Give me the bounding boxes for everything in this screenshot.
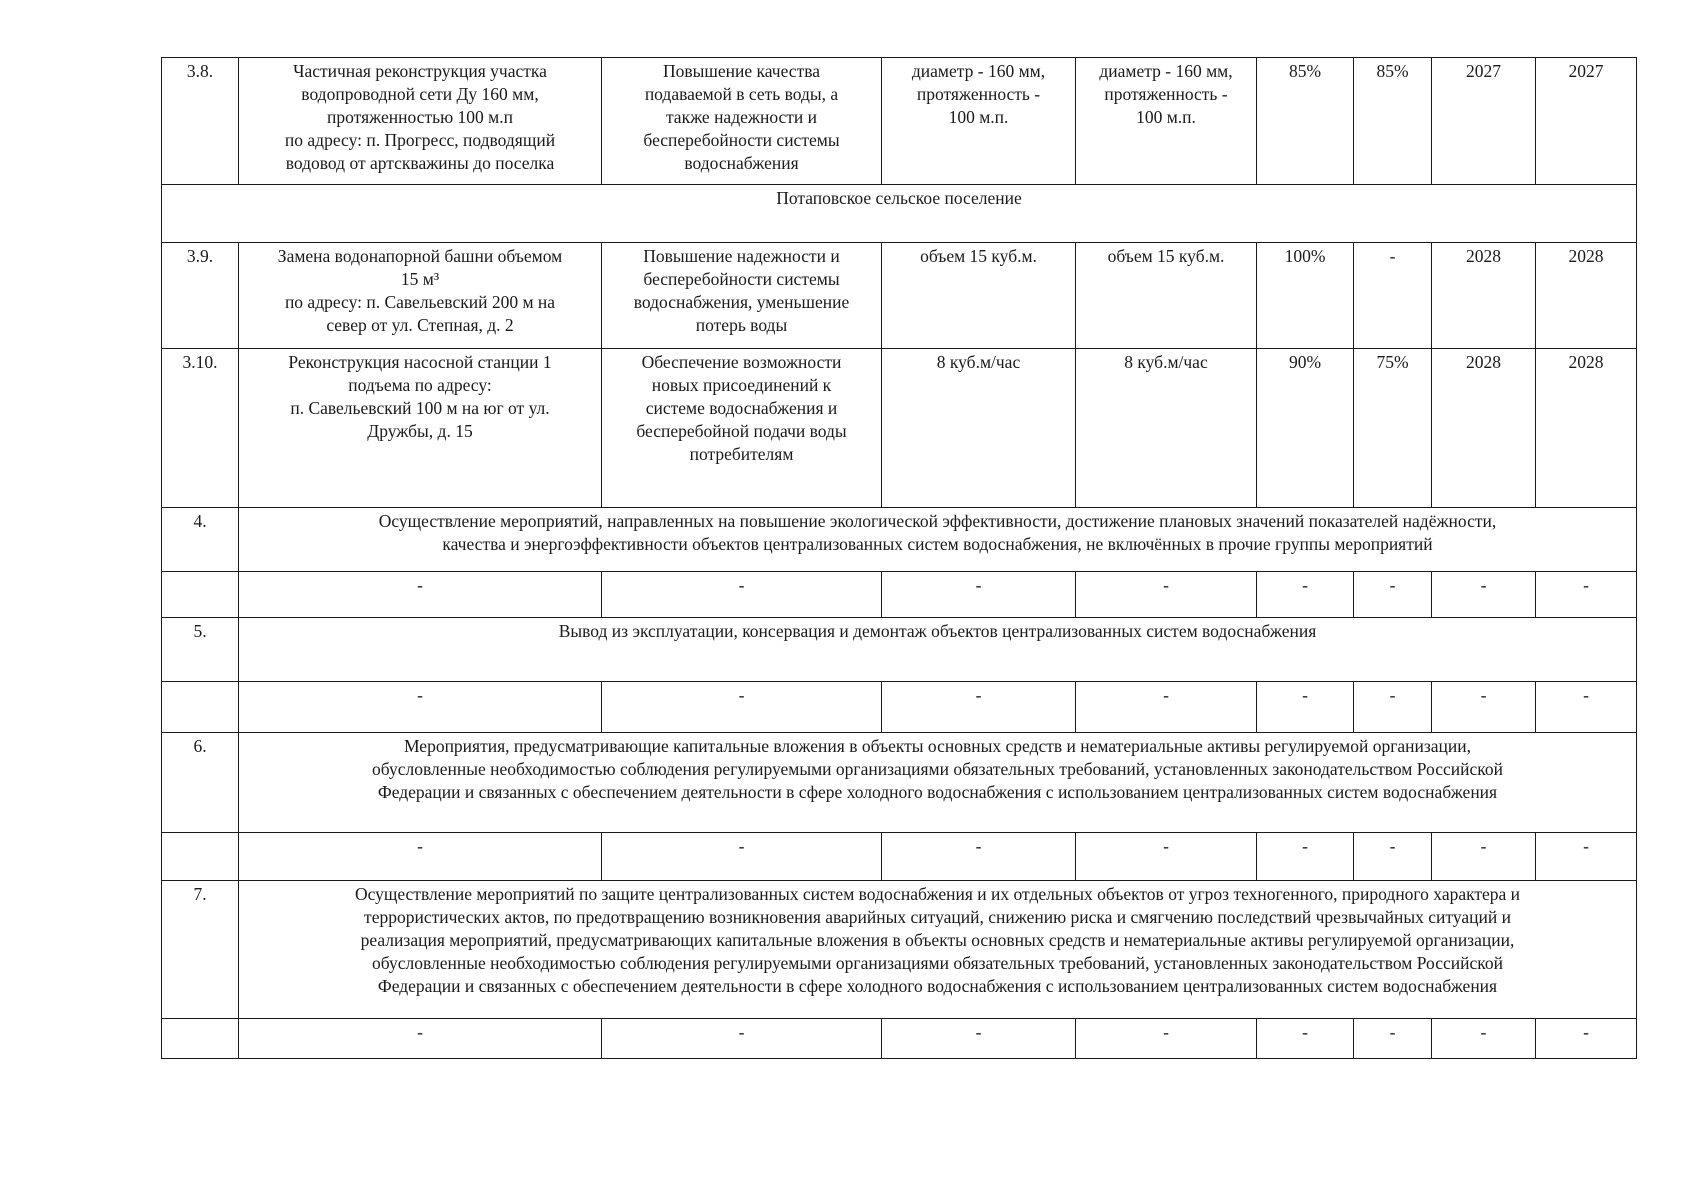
empty-cell: [162, 1019, 239, 1059]
dash-cell: -: [882, 833, 1076, 881]
section-number: 4.: [162, 508, 239, 572]
table-row: [162, 833, 1637, 881]
dash-cell: -: [1257, 572, 1354, 618]
table-row: [162, 185, 1637, 243]
row-number: 3.10.: [162, 349, 239, 508]
dash-cell: -: [1076, 1019, 1257, 1059]
table-row: [162, 682, 1637, 733]
empty-cell: [162, 572, 239, 618]
measure-goal: Повышение надежности и бесперебойности системы водоснабжения, уменьшение потерь воды: [602, 243, 882, 349]
dash-cell: -: [602, 682, 882, 733]
section-heading: Осуществление мероприятий, направленных на повышение экологической эффективности, достижение плановых значений показателей надёжности, качества и энергоэффективности объектов централизованных систем водоснабжения, не включённых в прочие группы мероприятий: [239, 508, 1637, 572]
year-end: 2028: [1536, 349, 1637, 508]
dash-cell: -: [1432, 833, 1536, 881]
measure-name: Реконструкция насосной станции 1 подъема по адресу: п. Савельевский 100 м на юг от ул. Дружбы, д. 15: [239, 349, 602, 508]
wear-after: 85%: [1354, 58, 1432, 185]
dash-cell: -: [239, 1019, 602, 1059]
table-row: [162, 572, 1637, 618]
year-end: 2028: [1536, 243, 1637, 349]
section-heading: Вывод из эксплуатации, консервация и демонтаж объектов централизованных систем водоснабжения: [239, 618, 1637, 682]
dash-cell: -: [1257, 1019, 1354, 1059]
wear-before: 100%: [1257, 243, 1354, 349]
dash-cell: -: [1354, 682, 1432, 733]
table-row: [162, 508, 1637, 572]
dash-cell: -: [1536, 1019, 1637, 1059]
dash-cell: -: [239, 572, 602, 618]
parameter-after: диаметр - 160 мм, протяженность - 100 м.п.: [1076, 58, 1257, 185]
dash-cell: -: [1432, 1019, 1536, 1059]
table-row: [162, 349, 1637, 508]
section-number: 6.: [162, 733, 239, 833]
parameter-before: диаметр - 160 мм, протяженность - 100 м.п.: [882, 58, 1076, 185]
section-number: 5.: [162, 618, 239, 682]
row-number: 3.9.: [162, 243, 239, 349]
dash-cell: -: [1536, 833, 1637, 881]
dash-cell: -: [1257, 682, 1354, 733]
parameter-before: объем 15 куб.м.: [882, 243, 1076, 349]
dash-cell: -: [602, 572, 882, 618]
dash-cell: -: [882, 682, 1076, 733]
year-start: 2028: [1432, 243, 1536, 349]
measure-name: Частичная реконструкция участка водопроводной сети Ду 160 мм, протяженностью 100 м.п по адресу: п. Прогресс, подводящий водовод от артскважины до поселка: [239, 58, 602, 185]
table-row: [162, 618, 1637, 682]
table-row: [162, 881, 1637, 1019]
table-row: [162, 58, 1637, 185]
dash-cell: -: [1354, 1019, 1432, 1059]
dash-cell: -: [882, 572, 1076, 618]
dash-cell: -: [1076, 682, 1257, 733]
measures-table: [161, 57, 1637, 1059]
empty-cell: [162, 833, 239, 881]
wear-after: -: [1354, 243, 1432, 349]
dash-cell: -: [1536, 682, 1637, 733]
measure-name: Замена водонапорной башни объемом 15 м³ по адресу: п. Савельевский 200 м на север от ул. Степная, д. 2: [239, 243, 602, 349]
section-number: 7.: [162, 881, 239, 1019]
dash-cell: -: [1536, 572, 1637, 618]
year-end: 2027: [1536, 58, 1637, 185]
wear-after: 75%: [1354, 349, 1432, 508]
wear-before: 90%: [1257, 349, 1354, 508]
dash-cell: -: [1257, 833, 1354, 881]
dash-cell: -: [602, 1019, 882, 1059]
wear-before: 85%: [1257, 58, 1354, 185]
dash-cell: -: [882, 1019, 1076, 1059]
section-heading: Осуществление мероприятий по защите централизованных систем водоснабжения и их отдельных объектов от угроз техногенного, природного характера и террористических актов, по предотвращению возникновения аварийных ситуаций, снижению риска и смягчению последствий чрезвычайных ситуаций и реализация мероприятий, предусматривающих капитальные вложения в объекты основных средств и нематериальные активы регулируемой организации, обусловленные необходимостью соблюдения регулируемыми организациями обязательных требований, установленных законодательством Российской Федерации и связанных с обеспечением деятельности в сфере холодного водоснабжения с использованием централизованных систем водоснабжения: [239, 881, 1637, 1019]
section-heading: Мероприятия, предусматривающие капитальные вложения в объекты основных средств и нематериальные активы регулируемой организации, обусловленные необходимостью соблюдения регулируемыми организациями обязательных требований, установленных законодательством Российской Федерации и связанных с обеспечением деятельности в сфере холодного водоснабжения с использованием централизованных систем водоснабжения: [239, 733, 1637, 833]
dash-cell: -: [1354, 833, 1432, 881]
dash-cell: -: [602, 833, 882, 881]
year-start: 2028: [1432, 349, 1536, 508]
table-row: [162, 733, 1637, 833]
dash-cell: -: [1076, 833, 1257, 881]
row-number: 3.8.: [162, 58, 239, 185]
section-title: Потаповское сельское поселение: [162, 185, 1637, 243]
table-row: [162, 1019, 1637, 1059]
measure-goal: Обеспечение возможности новых присоединений к системе водоснабжения и бесперебойной подачи воды потребителям: [602, 349, 882, 508]
parameter-after: 8 куб.м/час: [1076, 349, 1257, 508]
dash-cell: -: [239, 833, 602, 881]
empty-cell: [162, 682, 239, 733]
parameter-after: объем 15 куб.м.: [1076, 243, 1257, 349]
dash-cell: -: [1432, 572, 1536, 618]
dash-cell: -: [1432, 682, 1536, 733]
dash-cell: -: [1076, 572, 1257, 618]
dash-cell: -: [239, 682, 602, 733]
measure-goal: Повышение качества подаваемой в сеть воды, а также надежности и бесперебойности системы водоснабжения: [602, 58, 882, 185]
table-row: [162, 243, 1637, 349]
parameter-before: 8 куб.м/час: [882, 349, 1076, 508]
year-start: 2027: [1432, 58, 1536, 185]
dash-cell: -: [1354, 572, 1432, 618]
